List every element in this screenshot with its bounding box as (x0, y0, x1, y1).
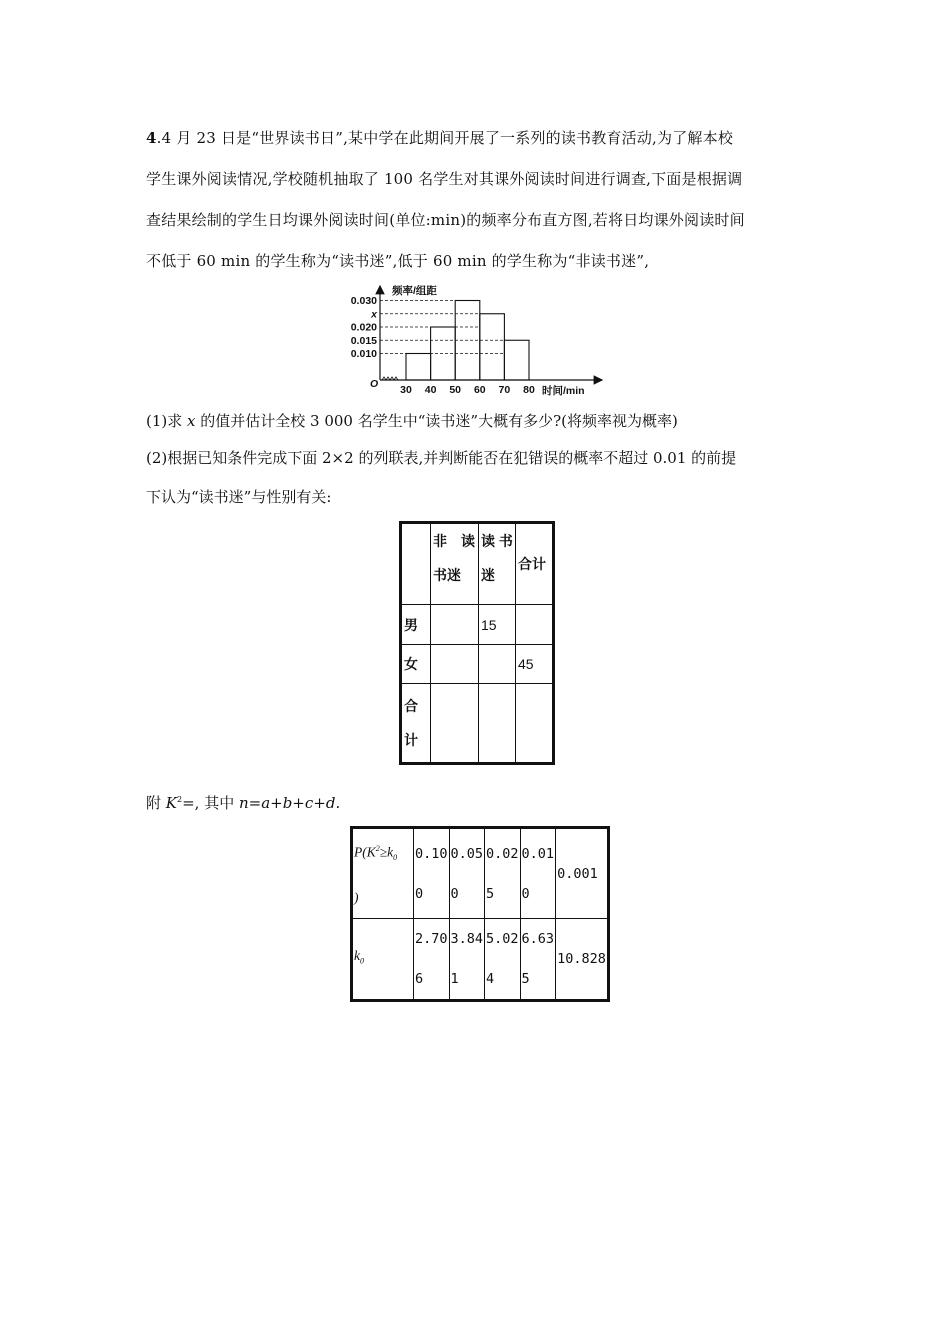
table-cell (516, 684, 554, 764)
critical-value-table (350, 826, 610, 1002)
problem-text (146, 118, 811, 282)
problem-line-2: 学生课外阅读情况,学校随机抽取了 100 名学生对其课外阅读时间进行调查,下面是根据调 (146, 170, 743, 188)
x-tick-label: 80 (523, 384, 535, 396)
header-non-reader: 非 读 书迷 (431, 523, 479, 605)
table-cell (479, 684, 516, 764)
x-tick-label: 60 (473, 384, 486, 396)
p-value-cell: 0.01 0 (520, 828, 556, 919)
p-label: $P(K^2\ge k_0$ ) (352, 828, 414, 919)
contingency-table (399, 521, 555, 765)
k-label: $k_0$ (352, 919, 414, 1001)
k-value-cell: 6.63 5 (520, 919, 556, 1001)
k-value-cell: 3.84 1 (449, 919, 485, 1001)
table-cell (401, 523, 431, 605)
x-tick-label: 70 (498, 384, 511, 396)
y-axis-label: 频率/组距 (392, 285, 437, 297)
table-cell (516, 605, 554, 645)
x-axis-label: 时间/min (542, 385, 585, 397)
origin-label: O (370, 378, 379, 390)
problem-number: 4 (146, 129, 157, 147)
p-value-cell: 0.05 0 (449, 828, 485, 919)
x-tick-label: 40 (424, 384, 437, 396)
appendix-formula: 附 $K^2=$, 其中 n=a+b+c+d. (146, 794, 341, 812)
table-row (352, 828, 609, 919)
table-cell (431, 684, 479, 764)
table-cell (479, 645, 516, 684)
question-1: (1)求 x 的值并估计全校 3 000 名学生中“读书迷”大概有多少?(将频率视为概率) (146, 412, 678, 430)
question-2-line-2: 下认为“读书迷”与性别有关: (146, 488, 332, 506)
problem-line-3: 查结果绘制的学生日均课外阅读时间(单位:min)的频率分布直方图,若将日均课外阅读时间 (146, 211, 745, 229)
k-value-cell: 10.828 (556, 919, 609, 1001)
histogram-bar (504, 340, 529, 380)
problem-line-4: 不低于 60 min 的学生称为“读书迷”,低于 60 min 的学生称为“非读书迷”, (146, 252, 650, 270)
k-value-cell: 5.02 4 (485, 919, 521, 1001)
table-cell (431, 645, 479, 684)
k-value-cell: 2.70 6 (414, 919, 450, 1001)
table-row (401, 605, 554, 645)
table-row (401, 523, 554, 605)
x-tick-label: 30 (400, 384, 412, 396)
table-row (401, 684, 554, 764)
variable-x: x (187, 412, 196, 430)
cell-male-readers: 15 (479, 605, 516, 645)
row-label-male: 男 (401, 605, 431, 645)
row-label-total: 合 计 (401, 684, 431, 764)
y-tick-label: 0.015 (350, 334, 377, 347)
histogram-bar (406, 354, 431, 381)
header-reader: 读 书 迷 (479, 523, 516, 605)
p-value-cell: 0.10 0 (414, 828, 450, 919)
histogram-bar (480, 314, 505, 380)
table-row (401, 645, 554, 684)
question-2-line-1: (2)根据已知条件完成下面 2×2 的列联表,并判断能否在犯错误的概率不超过 0.01 的前提 (146, 449, 737, 467)
frequency-histogram (340, 280, 610, 398)
row-label-female: 女 (401, 645, 431, 684)
p-value-cell: 0.001 (556, 828, 609, 919)
cell-female-total: 45 (516, 645, 554, 684)
header-total: 合计 (516, 523, 554, 605)
y-tick-label: 0.030 (350, 295, 377, 307)
y-tick-label: x (371, 308, 377, 321)
problem-line-1: 4.4 月 23 日是“世界读书日”,某中学在此期间开展了一系列的读书教育活动,为了解本校 (146, 129, 734, 147)
p-value-cell: 0.02 5 (485, 828, 521, 919)
table-row (352, 919, 609, 1001)
y-tick-label: 0.020 (350, 321, 377, 334)
y-tick-label: 0.010 (350, 348, 377, 360)
table-cell (431, 605, 479, 645)
x-tick-label: 50 (449, 384, 462, 396)
